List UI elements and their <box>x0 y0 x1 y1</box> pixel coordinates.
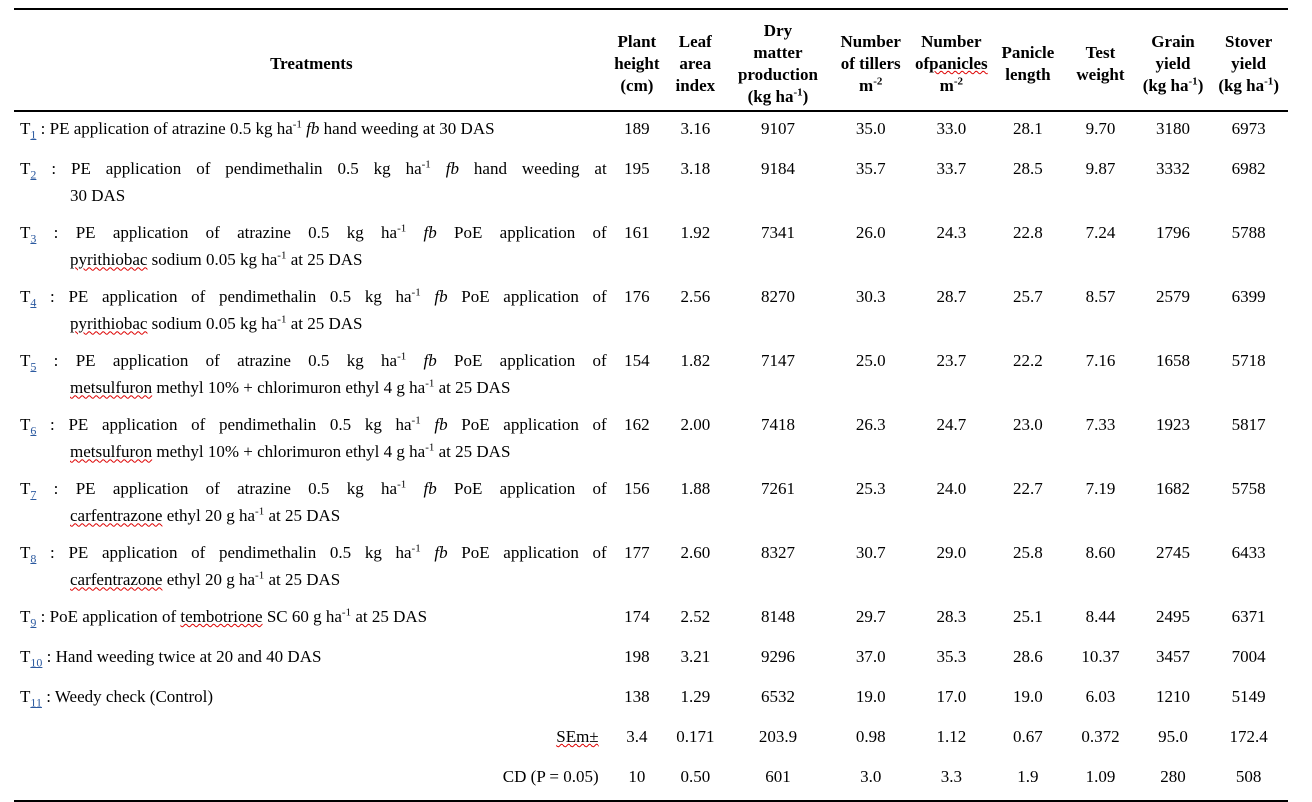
treatment-space <box>406 223 423 242</box>
treatment-text: PE application of atrazine 0.5 kg ha <box>75 351 398 370</box>
value-cell: 162 <box>624 415 650 434</box>
value-cell: 22.8 <box>1013 223 1043 242</box>
treatment-separator: : <box>36 543 69 562</box>
value-cell: 7004 <box>1231 647 1266 666</box>
value-cell: 3.18 <box>680 159 711 178</box>
treatment-text: PE application of atrazine 0.5 kg ha <box>49 119 293 138</box>
followed-by-abbrev: fb <box>423 223 437 242</box>
stat-value-cell: 203.9 <box>758 727 798 746</box>
treatment-id-number: 7 <box>30 487 37 502</box>
treatment-text: PoE application of <box>49 607 181 626</box>
header-tillers: Number of tillers $m^{-2}$ <box>840 32 901 95</box>
value-cell: 23.0 <box>1013 415 1043 434</box>
value-cell: 24.0 <box>936 479 967 498</box>
treatment-id <box>20 607 37 630</box>
value-cell: 30.7 <box>855 543 886 562</box>
treatment-id-number: 1 <box>30 127 37 142</box>
value-cell: 29.0 <box>936 543 967 562</box>
value-cell: 5718 <box>1231 351 1266 370</box>
value-cell: 17.0 <box>936 687 967 706</box>
treatment-line <box>20 606 607 633</box>
treatment-text: at 25 DAS <box>286 250 363 270</box>
header-grain-yield: Grain yield (kg $ha^{-1}$) <box>1142 32 1204 95</box>
unit-exponent: -1 <box>411 542 421 555</box>
treatment-text: at 25 DAS <box>351 607 428 626</box>
stat-value-cell: 172.4 <box>1229 727 1268 746</box>
value-cell: 1.88 <box>680 479 711 498</box>
table-row <box>14 152 1288 216</box>
header-plant-height: Plant height (cm) <box>614 32 660 95</box>
value-cell: 2.60 <box>680 543 711 562</box>
treatment-line-2 <box>20 249 607 271</box>
followed-by-abbrev: fb <box>423 351 437 370</box>
table-row <box>14 408 1288 472</box>
followed-by-abbrev: fb <box>434 287 448 306</box>
treatment-id <box>20 223 37 246</box>
stat-row <box>14 760 1288 801</box>
value-cell: 3.21 <box>680 647 711 666</box>
treatment-text: ethyl 20 g ha <box>162 506 256 526</box>
treatment-text: at 25 DAS <box>434 442 511 462</box>
value-cell: 35.7 <box>855 159 886 178</box>
stat-value-cell: 3.3 <box>940 767 962 786</box>
value-cell: 25.3 <box>855 479 886 498</box>
value-cell: 35.3 <box>936 647 967 666</box>
value-cell: 2.52 <box>680 607 711 626</box>
treatment-line <box>20 222 607 249</box>
value-cell: 25.1 <box>1013 607 1043 626</box>
treatment-line <box>20 542 607 569</box>
unit-exponent: -1 <box>411 414 421 427</box>
treatment-text: PE application of pendimethalin 0.5 kg ha <box>68 543 412 562</box>
table-row <box>14 280 1288 344</box>
value-cell: 6433 <box>1231 543 1266 562</box>
header-stover-yield: Stover yield (kg $ha^{-1}$) <box>1218 32 1279 95</box>
treatment-space <box>421 543 435 562</box>
treatment-text: methyl 10% + chlorimuron ethyl 4 g ha <box>152 378 426 398</box>
stat-label: SEm± <box>556 727 599 746</box>
treatment-text: PoE application of <box>447 415 607 434</box>
value-cell: 25.0 <box>855 351 886 370</box>
value-cell: 1682 <box>1156 479 1191 498</box>
followed-by-abbrev: fb <box>434 415 448 434</box>
treatment-text: PoE application of <box>447 287 607 306</box>
value-cell: 2.56 <box>680 287 711 306</box>
treatment-text: PE application of pendimethalin 0.5 kg ha <box>68 415 412 434</box>
value-cell: 6371 <box>1231 607 1266 626</box>
treatment-cell <box>14 344 609 408</box>
value-cell: 7.19 <box>1085 479 1116 498</box>
treatment-text: SC 60 g ha <box>262 607 342 626</box>
value-cell: 24.3 <box>936 223 967 242</box>
treatment-id-letter: T <box>20 119 31 138</box>
treatment-id <box>20 159 37 182</box>
value-cell: 7.16 <box>1085 351 1116 370</box>
stat-value-cell: 1.09 <box>1085 767 1116 786</box>
treatment-text-flagged: metsulfuron <box>70 378 153 398</box>
value-cell: 161 <box>624 223 650 242</box>
treatment-id <box>20 351 37 374</box>
treatment-id-number: 2 <box>30 167 37 182</box>
treatment-id-number: 8 <box>30 551 37 566</box>
value-cell: 8.44 <box>1085 607 1116 626</box>
stat-value-cell: 3.4 <box>626 727 648 746</box>
treatment-text: Hand weeding twice at 20 and 40 DAS <box>55 647 322 666</box>
treatment-line-2 <box>20 441 607 463</box>
treatment-line <box>20 686 607 713</box>
value-cell: 29.7 <box>855 607 886 626</box>
value-cell: 1.82 <box>680 351 711 370</box>
value-cell: 174 <box>624 607 650 626</box>
treatment-line-2 <box>20 377 607 399</box>
treatment-line-2 <box>20 569 607 591</box>
value-cell: 22.2 <box>1013 351 1043 370</box>
treatment-id <box>20 119 37 142</box>
value-cell: 30.3 <box>855 287 886 306</box>
treatment-id-letter: T <box>20 287 31 306</box>
value-cell: 28.3 <box>936 607 967 626</box>
value-cell: 28.5 <box>1013 159 1043 178</box>
treatment-cell <box>14 680 609 720</box>
value-cell: 2745 <box>1156 543 1191 562</box>
treatment-line <box>20 478 607 505</box>
value-cell: 195 <box>624 159 650 178</box>
value-cell: 23.7 <box>936 351 967 370</box>
treatment-cell <box>14 280 609 344</box>
treatment-separator: : <box>36 607 50 626</box>
stat-value-cell: 0.67 <box>1013 727 1043 746</box>
header-panicle-length: Panicle length <box>1001 43 1055 84</box>
unit-exponent: -1 <box>341 606 352 619</box>
stat-value-cell: 95.0 <box>1158 727 1188 746</box>
treatment-id-letter: T <box>20 479 31 498</box>
treatment-text-flagged: carfentrazone <box>70 506 163 526</box>
value-cell: 9296 <box>760 647 795 666</box>
treatment-text-flagged: carfentrazone <box>70 570 163 590</box>
treatment-text: hand weeding at <box>458 159 607 178</box>
value-cell: 1923 <box>1156 415 1191 434</box>
value-cell: 6399 <box>1231 287 1266 306</box>
treatment-id-letter: T <box>20 543 31 562</box>
treatment-cell <box>14 216 609 280</box>
table-row <box>14 536 1288 600</box>
treatment-id-number: 5 <box>30 359 37 374</box>
treatment-separator: : <box>36 351 76 370</box>
value-cell: 1.29 <box>680 687 711 706</box>
followed-by-abbrev: fb <box>306 119 320 138</box>
value-cell: 7418 <box>760 415 795 434</box>
value-cell: 3.16 <box>680 119 711 138</box>
table-row <box>14 344 1288 408</box>
treatment-id-letter: T <box>20 647 31 666</box>
treatment-id-letter: T <box>20 159 31 178</box>
value-cell: 2495 <box>1156 607 1191 626</box>
value-cell: 26.3 <box>855 415 886 434</box>
stat-value-cell: 10 <box>628 767 646 786</box>
results-table <box>14 8 1288 802</box>
value-cell: 3180 <box>1156 119 1191 138</box>
value-cell: 24.7 <box>936 415 967 434</box>
table-row <box>14 111 1288 152</box>
value-cell: 1210 <box>1156 687 1191 706</box>
treatment-cell <box>14 408 609 472</box>
treatment-id <box>20 287 37 310</box>
value-cell: 33.7 <box>936 159 967 178</box>
followed-by-abbrev: fb <box>423 479 437 498</box>
value-cell: 6.03 <box>1085 687 1116 706</box>
stat-value-cell: 0.98 <box>855 727 886 746</box>
table-row <box>14 600 1288 640</box>
treatment-cell <box>14 640 609 680</box>
unit-exponent: -1 <box>255 505 265 518</box>
treatment-text: PoE application of <box>436 479 607 498</box>
header-dry-matter: Dry matter production (kg $ha^{-1}$) <box>737 21 818 106</box>
treatment-id-letter: T <box>20 351 31 370</box>
treatment-line <box>20 158 607 185</box>
treatment-id-number: 6 <box>30 423 37 438</box>
unit-exponent: -1 <box>425 441 435 454</box>
stat-value-cell: 280 <box>1160 767 1186 786</box>
value-cell: 8.60 <box>1085 543 1116 562</box>
value-cell: 2579 <box>1156 287 1191 306</box>
value-cell: 1796 <box>1156 223 1191 242</box>
table-row <box>14 216 1288 280</box>
treatment-separator: : <box>41 687 55 706</box>
header-treatments: Treatments <box>270 54 353 73</box>
treatment-id <box>20 479 37 502</box>
value-cell: 3332 <box>1156 159 1191 178</box>
value-cell: 8327 <box>760 543 795 562</box>
unit-exponent: -1 <box>397 222 407 235</box>
treatment-line <box>20 646 607 673</box>
treatment-text: PE application of atrazine 0.5 kg ha <box>75 223 398 242</box>
value-cell: 156 <box>624 479 650 498</box>
treatment-id <box>20 543 37 566</box>
unit-exponent: -1 <box>277 249 287 262</box>
value-cell: 176 <box>624 287 650 306</box>
treatment-id-letter: T <box>20 415 31 434</box>
value-cell: 19.0 <box>1013 687 1043 706</box>
unit-exponent: -1 <box>255 569 265 582</box>
table-row <box>14 640 1288 680</box>
treatment-text: ethyl 20 g ha <box>162 570 256 590</box>
value-cell: 8148 <box>760 607 795 626</box>
value-cell: 189 <box>624 119 650 138</box>
value-cell: 8270 <box>760 287 795 306</box>
treatment-space <box>406 351 423 370</box>
stat-value-cell: 1.9 <box>1017 767 1039 786</box>
value-cell: 198 <box>624 647 650 666</box>
treatment-line-2 <box>20 185 607 207</box>
treatment-id-number: 11 <box>30 695 42 710</box>
value-cell: 25.7 <box>1013 287 1043 306</box>
treatment-separator: : <box>36 415 69 434</box>
value-cell: 138 <box>624 687 650 706</box>
value-cell: 5788 <box>1231 223 1266 242</box>
treatment-text: PoE application of <box>447 543 607 562</box>
unit-exponent: -1 <box>411 286 421 299</box>
treatment-cell <box>14 111 609 152</box>
unit-exponent: -1 <box>421 158 431 171</box>
unit-exponent: -1 <box>277 313 287 326</box>
stat-row <box>14 720 1288 760</box>
unit-exponent: -1 <box>292 118 302 131</box>
value-cell: 5758 <box>1231 479 1266 498</box>
treatment-id-number: 9 <box>30 615 37 630</box>
value-cell: 6982 <box>1231 159 1266 178</box>
treatment-text: PE application of atrazine 0.5 kg ha <box>75 479 398 498</box>
treatment-text: Weedy check (Control) <box>54 687 214 706</box>
treatment-text: at 25 DAS <box>264 506 341 526</box>
treatment-id <box>20 415 37 438</box>
header-row <box>14 9 1288 111</box>
value-cell: 7341 <box>760 223 795 242</box>
stat-value-cell: 1.12 <box>936 727 967 746</box>
value-cell: 26.0 <box>855 223 886 242</box>
value-cell: 6973 <box>1231 119 1266 138</box>
treatment-space <box>406 479 423 498</box>
treatment-id-letter: T <box>20 607 31 626</box>
header-test-weight: Test weight <box>1076 43 1125 84</box>
value-cell: 33.0 <box>936 119 967 138</box>
value-cell: 177 <box>624 543 650 562</box>
value-cell: 10.37 <box>1081 647 1120 666</box>
header-leaf-area-index: Leaf area index <box>675 32 716 95</box>
treatment-line <box>20 118 607 145</box>
value-cell: 8.57 <box>1085 287 1116 306</box>
table-row <box>14 680 1288 720</box>
value-cell: 7.33 <box>1085 415 1116 434</box>
value-cell: 1.92 <box>680 223 711 242</box>
value-cell: 5817 <box>1231 415 1266 434</box>
treatment-id-letter: T <box>20 687 31 706</box>
unit-exponent: -1 <box>425 377 435 390</box>
stat-value-cell: 0.372 <box>1081 727 1120 746</box>
treatment-cell <box>14 600 609 640</box>
treatment-line-2 <box>20 505 607 527</box>
treatment-cell <box>14 536 609 600</box>
value-cell: 3457 <box>1156 647 1191 666</box>
treatment-space <box>421 287 435 306</box>
stat-value-cell: 0.50 <box>680 767 711 786</box>
treatment-text-flagged: pyrithiobac <box>70 314 148 334</box>
treatment-text-flagged: metsulfuron <box>70 442 153 462</box>
treatment-id-number: 10 <box>30 655 43 670</box>
followed-by-abbrev: fb <box>445 159 459 178</box>
treatment-id <box>20 687 42 710</box>
treatment-id-number: 4 <box>30 295 37 310</box>
treatment-separator: : <box>36 287 69 306</box>
value-cell: 7261 <box>760 479 795 498</box>
treatment-cell <box>14 472 609 536</box>
treatment-text-flagged: pyrithiobac <box>70 250 148 270</box>
treatment-separator: : <box>36 223 76 242</box>
unit-exponent: -1 <box>397 478 407 491</box>
treatment-text: PoE application of <box>436 351 607 370</box>
header-panicles: Number ofpanicles $m^{-2}$ <box>914 32 988 95</box>
value-cell: 35.0 <box>855 119 886 138</box>
value-cell: 19.0 <box>855 687 886 706</box>
stat-value-cell: 508 <box>1235 767 1262 786</box>
treatment-text: PoE application of <box>436 223 607 242</box>
value-cell: 1658 <box>1156 351 1191 370</box>
treatment-text: methyl 10% + chlorimuron ethyl 4 g ha <box>152 442 426 462</box>
treatment-id-number: 3 <box>30 231 37 246</box>
treatment-text: sodium 0.05 kg ha <box>147 314 278 334</box>
value-cell: 2.00 <box>680 415 711 434</box>
treatment-text: 30 DAS <box>70 186 126 206</box>
value-cell: 9.70 <box>1085 119 1116 138</box>
stat-value-cell: 0.171 <box>676 727 715 746</box>
treatment-space <box>431 159 446 178</box>
treatment-text: PE application of pendimethalin 0.5 kg ha <box>68 287 412 306</box>
value-cell: 9184 <box>760 159 795 178</box>
treatment-separator: : <box>36 159 71 178</box>
treatment-cell <box>14 152 609 216</box>
value-cell: 28.7 <box>936 287 967 306</box>
followed-by-abbrev: fb <box>434 543 448 562</box>
treatment-separator: : <box>42 647 56 666</box>
value-cell: 7147 <box>760 351 795 370</box>
treatment-separator: : <box>36 119 50 138</box>
treatment-text: hand weeding at 30 DAS <box>319 119 495 138</box>
treatment-text: at 25 DAS <box>264 570 341 590</box>
value-cell: 28.6 <box>1013 647 1043 666</box>
value-cell: 28.1 <box>1013 119 1043 138</box>
table-row <box>14 472 1288 536</box>
treatment-id <box>20 647 43 670</box>
stat-value-cell: 3.0 <box>860 767 882 786</box>
value-cell: 154 <box>624 351 650 370</box>
treatment-line <box>20 350 607 377</box>
value-cell: 9.87 <box>1085 159 1116 178</box>
treatment-line <box>20 286 607 313</box>
value-cell: 6532 <box>760 687 795 706</box>
treatment-space <box>421 415 435 434</box>
stat-label: CD (P = 0.05) <box>502 767 599 786</box>
value-cell: 37.0 <box>855 647 886 666</box>
value-cell: 22.7 <box>1013 479 1043 498</box>
treatment-text-flagged: tembotrione <box>180 607 263 626</box>
value-cell: 5149 <box>1231 687 1266 706</box>
value-cell: 7.24 <box>1085 223 1116 242</box>
treatment-line-2 <box>20 313 607 335</box>
stat-value-cell: 601 <box>765 767 791 786</box>
value-cell: 9107 <box>760 119 795 138</box>
treatment-line <box>20 414 607 441</box>
treatment-separator: : <box>36 479 76 498</box>
treatment-id-letter: T <box>20 223 31 242</box>
treatment-text: sodium 0.05 kg ha <box>147 250 278 270</box>
unit-exponent: -1 <box>397 350 407 363</box>
value-cell: 25.8 <box>1013 543 1043 562</box>
treatment-text: at 25 DAS <box>434 378 511 398</box>
treatment-text: at 25 DAS <box>286 314 363 334</box>
treatment-text: PE application of pendimethalin 0.5 kg ha <box>70 159 422 178</box>
